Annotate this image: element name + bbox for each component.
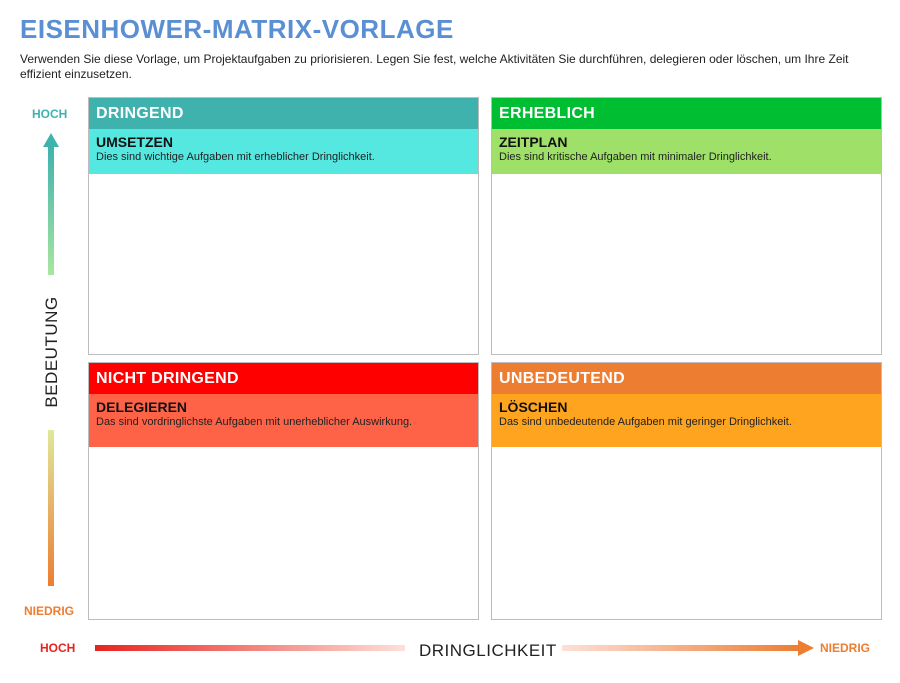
vertical-axis-bar bbox=[48, 430, 54, 586]
quadrant-subheader bbox=[492, 394, 881, 447]
right-arrow-icon bbox=[562, 640, 814, 656]
quadrant-action: DELEGIEREN bbox=[96, 399, 188, 415]
vertical-axis-high-label: HOCH bbox=[32, 107, 68, 121]
horizontal-axis-low-label: NIEDRIG bbox=[820, 641, 871, 655]
quadrant-unbedeutend bbox=[491, 362, 882, 620]
quadrant-text: Dies sind kritische Aufgaben mit minimaler Dringlichkeit. bbox=[499, 151, 772, 163]
quadrant-subheader bbox=[89, 394, 478, 447]
vertical-axis-low-label: NIEDRIG bbox=[24, 604, 75, 618]
quadrant-action: ZEITPLAN bbox=[499, 134, 568, 150]
quadrant-text: Dies sind wichtige Aufgaben mit erheblicher Dringlichkeit. bbox=[96, 151, 375, 163]
horizontal-axis-name: DRINGLICHKEIT bbox=[419, 641, 557, 660]
quadrant-header: DRINGEND bbox=[89, 98, 478, 129]
quadrant-nicht-dringend bbox=[88, 362, 479, 620]
page-title: EISENHOWER-MATRIX-VORLAGE bbox=[20, 14, 454, 44]
horizontal-axis-high-label: HOCH bbox=[40, 641, 76, 655]
quadrant-text: Das sind vordringlichste Aufgaben mit unerheblicher Auswirkung. bbox=[96, 416, 413, 428]
quadrant-header: UNBEDEUTEND bbox=[492, 363, 881, 394]
page-description: Verwenden Sie diese Vorlage, um Projektaufgaben zu priorisieren. Legen Sie fest, welche Aktivitäten Sie durchführen, delegieren oder löschen, um Ihre Zeit effizient einzusetzen. bbox=[20, 52, 849, 81]
quadrant-action: LÖSCHEN bbox=[499, 399, 568, 415]
up-arrow-icon bbox=[43, 133, 59, 275]
quadrant-header: ERHEBLICH bbox=[492, 98, 881, 129]
quadrant-header: NICHT DRINGEND bbox=[89, 363, 478, 394]
horizontal-axis-bar bbox=[95, 645, 405, 651]
quadrant-dringend bbox=[88, 97, 479, 355]
quadrant-erheblich bbox=[491, 97, 882, 355]
quadrant-subheader bbox=[89, 129, 478, 174]
quadrant-action: UMSETZEN bbox=[96, 134, 173, 150]
vertical-axis-name: BEDEUTUNG bbox=[42, 296, 61, 408]
quadrant-text: Das sind unbedeutende Aufgaben mit geringer Dringlichkeit. bbox=[499, 416, 792, 428]
quadrant-subheader bbox=[492, 129, 881, 174]
